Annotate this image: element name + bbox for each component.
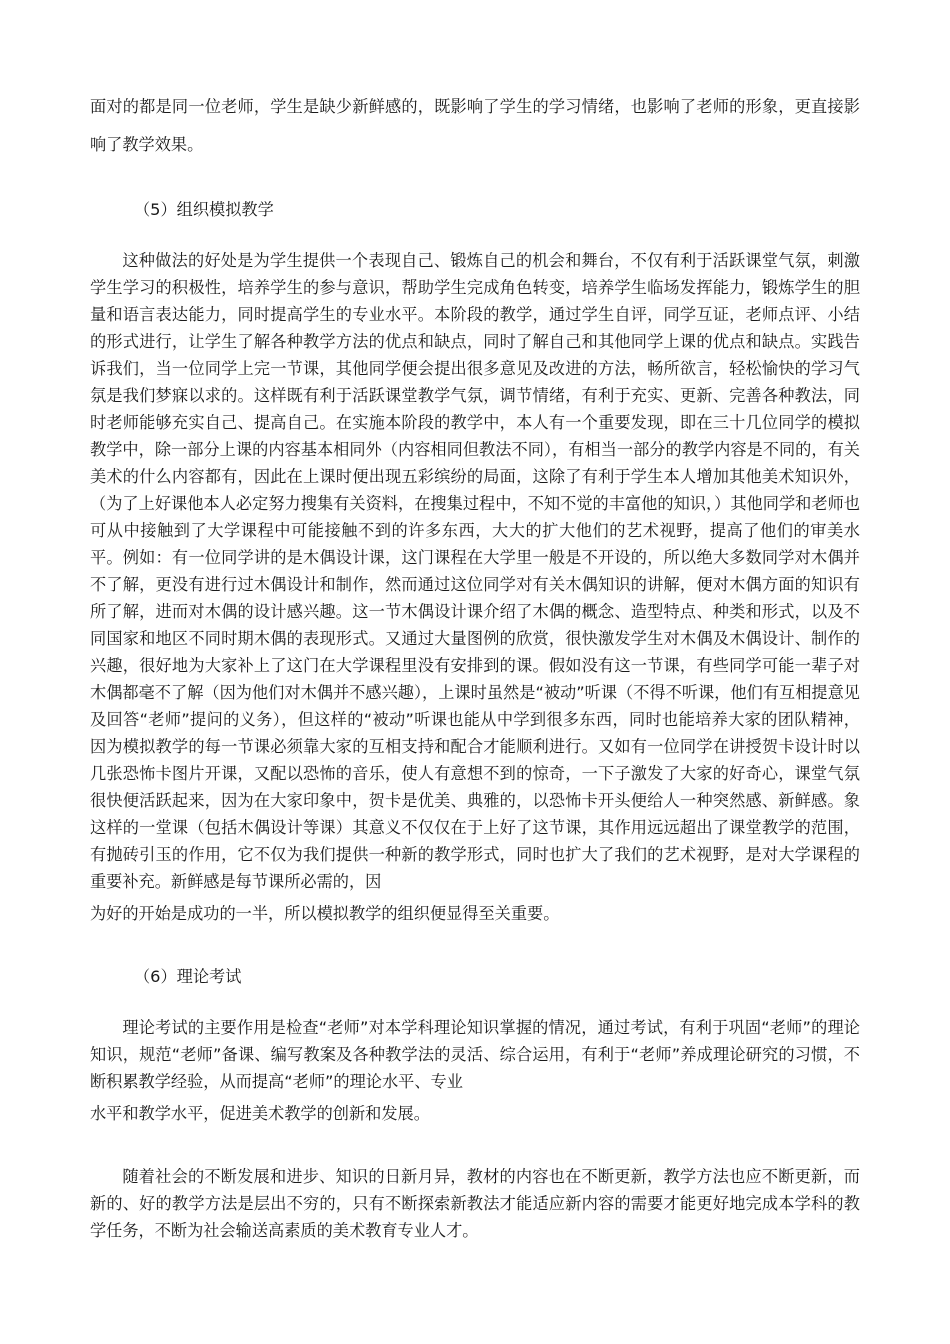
intro-paragraph: 面对的都是同一位老师，学生是缺少新鲜感的，既影响了学生的学习情绪，也影响了老师的形象，更直接影响了教学效果。 xyxy=(90,97,860,154)
section-5-body-tail: 为好的开始是成功的一半，所以模拟教学的组织便显得至关重要。 xyxy=(90,904,560,923)
section-6-heading: （6）理论考试 xyxy=(134,967,242,986)
section-5-paragraph xyxy=(90,247,860,933)
section-5-body: 这种做法的好处是为学生提供一个表现自己、锻炼自己的机会和舞台，不仅有利于活跃课堂气氛，刺激学生学习的积极性，培养学生的参与意识，帮助学生完成角色转变，培养学生临场发挥能力，锻炼学生的胆量和语言表达能力，同时提高学生的专业水平。本阶段的教学，通过学生自评，同学互证，老师点评、小结的形式进行，让学生了解各种教学方法的优点和缺点，同时了解自己和其他同学上课的优点和缺点。实践告诉我们，当一位同学上完一节课，其他同学便会提出很多意见及改进的方法，畅所欲言，轻松愉快的学习气氛是我们梦寐以求的。这样既有利于活跃课堂教学气氛，调节情绪，有利于充实、更新、完善各种教法，同时老师能够充实自己、提高自己。在实施本阶段的教学中，本人有一个重要发现，即在三十几位同学的模拟教学中，除一部分上课的内容基本相同外（内容相同但教法不同），有相当一部分的教学内容是不同的，有关美术的什么内容都有，因此在上课时便出现五彩缤纷的局面，这除了有利于学生本人增加其他美术知识外，（为了上好课他本人必定努力搜集有关资料，在搜集过程中，不知不觉的丰富他的知识，）其他同学和老师也可从中接触到了大学课程中可能接触不到的许多东西，大大的扩大他们的艺术视野，提高了他们的审美水平。例如：有一位同学讲的是木偶设计课，这门课程在大学里一般是不开设的，所以绝大多数同学对木偶并不了解，更没有进行过木偶设计和制作，然而通过这位同学对有关木偶知识的讲解，便对木偶方面的知识有所了解，进而对木偶的设计感兴趣。这一节木偶设计课介绍了木偶的概念、造型特点、种类和形式，以及不同国家和地区不同时期木偶的表现形式。又通过大量图例的欣赏，很快激发学生对木偶及木偶设计、制作的兴趣，很好地为大家补上了这门在大学课程里没有安排到的课。假如没有这一节课，有些同学可能一辈子对木偶都毫不了解（因为他们对木偶并不感兴趣），上课时虽然是“被动”听课（不得不听课，他们有互相提意见及回答“老师”提问的义务），但这样的“被动”听课也能从中学到很多东西，同时也能培养大家的团队精神，因为模拟教学的每一节课必须靠大家的互相支持和配合才能顺利进行。又如有一位同学在讲授贺卡设计时以几张恐怖卡图片开课，又配以恐怖的音乐，使人有意想不到的惊奇，一下子激发了大家的好奇心，课堂气氛很快便活跃起来，因为在大家印象中，贺卡是优美、典雅的，以恐怖卡开头便给人一种突然感、新鲜感。象这样的一堂课（包括木偶设计等课）其意义不仅仅在于上好了这节课，其作用远远超出了课堂教学的范围，有抛砖引玉的作用，它不仅为我们提供一种新的教学形式，同时也扩大了我们的艺术视野，是对大学课程的重要补充。新鲜感是每节课所必需的，因 xyxy=(90,251,860,891)
section-5-heading: （5）组织模拟教学 xyxy=(134,200,274,219)
section-6-body-tail: 水平和教学水平，促进美术教学的创新和发展。 xyxy=(90,1104,430,1123)
section-6-body: 理论考试的主要作用是检查“老师”对本学科理论知识掌握的情况，通过考试，有利于巩固“老师”的理论知识，规范“老师”备课、编写教案及各种教学法的灵活、综合运用，有利于“老师”养成理论研究的习惯，不断积累教学经验，从而提高“老师”的理论水平、专业 xyxy=(90,1018,860,1091)
closing-paragraph: 随着社会的不断发展和进步、知识的日新月异，教材的内容也在不断更新，教学方法也应不断更新，而新的、好的教学方法是层出不穷的，只有不断探索新教法才能适应新内容的需要才能更好地完成本学科的教学任务，不断为社会输送高素质的美术教育专业人才。 xyxy=(90,1167,860,1240)
section-6-paragraph xyxy=(90,1014,860,1133)
document-page xyxy=(90,88,860,1244)
